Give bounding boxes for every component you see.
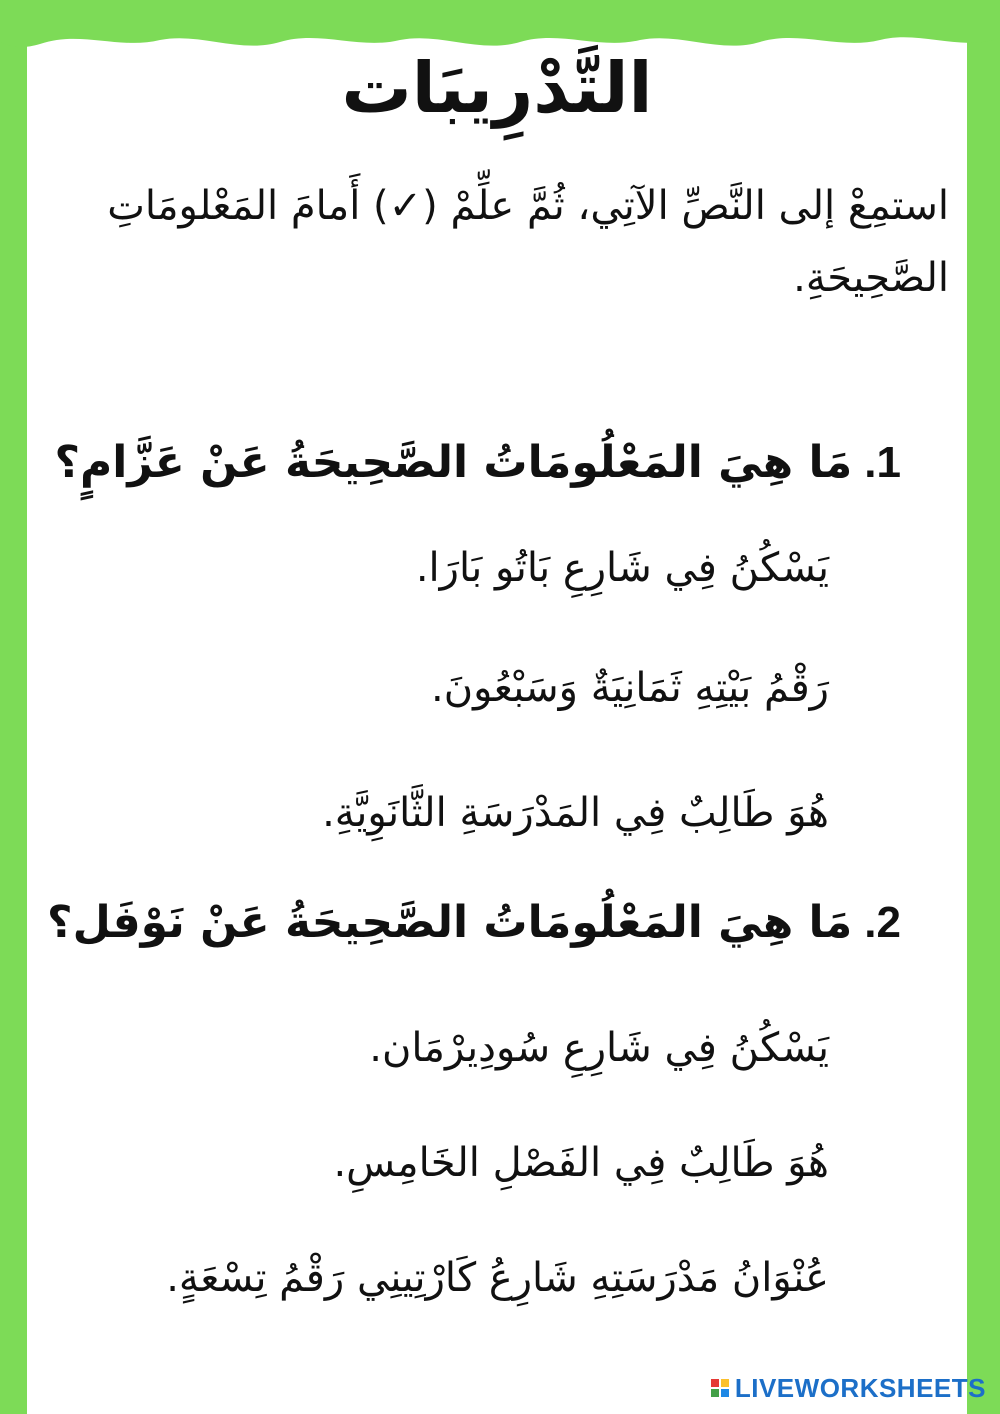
brand-name: LIVEWORKSHEETS	[734, 1372, 986, 1403]
question-1-option-2[interactable]: رَقْمُ بَيْتِهِ ثَمَانِيَةٌ وَسَبْعُونَ.	[431, 665, 829, 711]
question-1-option-3[interactable]: هُوَ طَالِبٌ فِي المَدْرَسَةِ الثَّانَوِيَّةِ.	[322, 790, 829, 836]
question-2	[47, 888, 901, 958]
question-2-option-2[interactable]: هُوَ طَالِبٌ فِي الفَصْلِ الخَامِسِ.	[333, 1140, 829, 1186]
page-title: التَّدْرِيبَات	[341, 47, 653, 129]
question-2-option-3[interactable]: عُنْوَانُ مَدْرَسَتِهِ شَارِعُ كَارْتِينِي رَقْمُ تِسْعَةٍ.	[166, 1255, 829, 1301]
liveworksheets-logo-icon	[711, 1379, 729, 1397]
question-2-text: مَا هِيَ المَعْلُومَاتُ الصَّحِيحَةُ عَنْ نَوْفَل؟	[47, 897, 853, 948]
instruction-text: استمِعْ إلى النَّصِّ الآتِي، ثُمَّ علِّمْ (✓) أَمامَ المَعْلومَاتِ الصَّحِيحَةِ.	[107, 183, 949, 301]
question-1-number: 1.	[864, 438, 901, 487]
liveworksheets-brand	[711, 1370, 986, 1406]
question-2-option-1[interactable]: يَسْكُنُ فِي شَارِعِ سُودِيرْمَان.	[369, 1025, 829, 1071]
question-1-option-1[interactable]: يَسْكُنُ فِي شَارِعِ بَاتُو بَارَا.	[415, 545, 829, 591]
question-2-number: 2.	[864, 898, 901, 947]
question-1-text: مَا هِيَ المَعْلُومَاتُ الصَّحِيحَةُ عَنْ عَزَّامٍ؟	[54, 437, 853, 488]
worksheet-content	[27, 0, 967, 1414]
question-1	[54, 428, 901, 498]
